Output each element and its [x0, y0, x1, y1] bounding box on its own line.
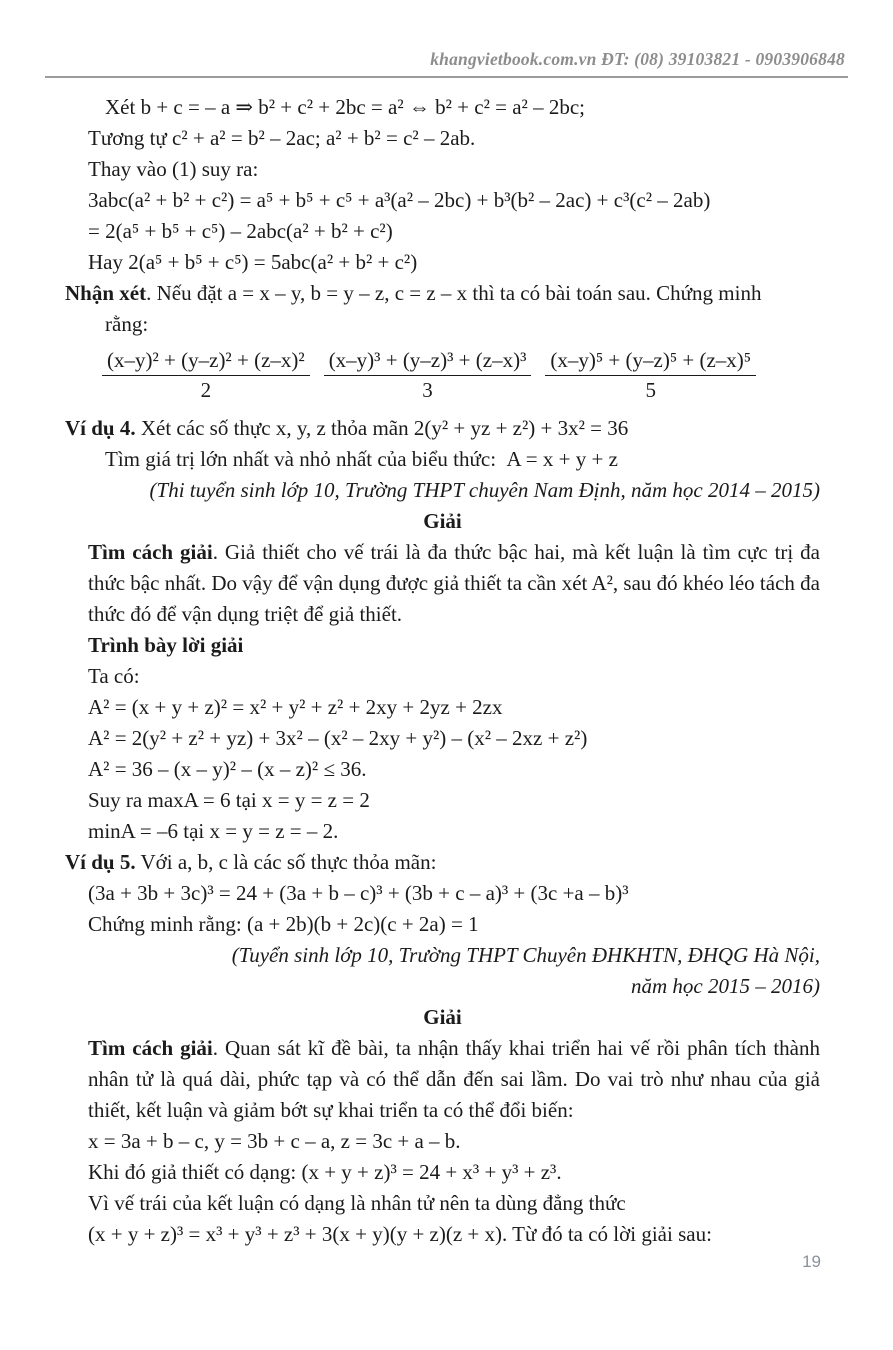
page-content	[65, 92, 821, 1250]
example4-label: Ví dụ 4.	[65, 415, 136, 440]
remark-label: Nhận xét	[65, 281, 147, 305]
fraction	[102, 347, 310, 404]
math-line: Thay vào (1) suy ra:	[88, 157, 259, 181]
example5-label: Ví dụ 5.	[65, 849, 136, 874]
example4-source: (Thi tuyển sinh lớp 10, Trường THPT chuyên Nam Định, năm học 2014 – 2015)	[149, 477, 820, 502]
math-line: Ta có:	[88, 663, 140, 688]
math-line: 3abc(a² + b² + c²) = a⁵ + b⁵ + c⁵ + a³(a² – 2bc) + b³(b² – 2ac) + c³(c² – 2ab)	[88, 188, 711, 212]
remark-text: . Nếu đặt a = x – y, b = y – z, c = z – x thì ta có bài toán sau. Chứng minh	[146, 281, 762, 305]
example5-statement: Với a, b, c là các số thực thỏa mãn:	[135, 849, 437, 874]
example4-method-paragraph	[88, 537, 820, 630]
present-solution-label: Trình bày lời giải	[88, 632, 244, 657]
math-line: Suy ra maxA = 6 tại x = y = z = 2	[88, 787, 370, 812]
page-number: 19	[802, 1252, 821, 1271]
math-line: A² = 2(y² + z² + yz) + 3x² – (x² – 2xy + y²) – (x² – 2xz + z²)	[88, 725, 588, 750]
math-line: minA = –6 tại x = y = z = – 2.	[88, 818, 339, 843]
math-line: Vì vế trái của kết luận có dạng là nhân tử nên ta dùng đẳng thức	[88, 1190, 626, 1215]
fraction-numerator: (x–y)² + (y–z)² + (z–x)²	[102, 347, 310, 376]
method-label: Tìm cách giải	[88, 539, 213, 564]
math-line: Xét b + c = – a ⇒ b² + c² + 2bc = a² ⇔ b² + c² = a² – 2bc;	[105, 95, 585, 119]
example5-method-paragraph	[88, 1033, 820, 1126]
fraction-denominator: 5	[645, 378, 656, 403]
solution-heading: Giải	[423, 508, 462, 533]
remark-line	[65, 278, 820, 309]
math-line: Khi đó giả thiết có dạng: (x + y + z)³ = 24 + x³ + y³ + z³.	[88, 1159, 562, 1184]
math-line: = 2(a⁵ + b⁵ + c⁵) – 2abc(a² + b² + c²)	[88, 219, 393, 243]
fraction-denominator: 2	[200, 378, 212, 403]
math-line: (x + y + z)³ = x³ + y³ + z³ + 3(x + y)(y + z)(z + x). Từ đó ta có lời giải sau:	[88, 1221, 712, 1246]
header-rule	[45, 76, 848, 78]
example5-statement-line	[65, 847, 820, 878]
fraction-numerator: (x–y)³ + (y–z)³ + (z–x)³	[324, 347, 532, 376]
example4-statement: Xét các số thực x, y, z thỏa mãn 2(y² + yz + z²) + 3x² = 36	[135, 415, 629, 440]
math-line: Hay 2(a⁵ + b⁵ + c⁵) = 5abc(a² + b² + c²)	[88, 250, 418, 274]
math-line: (3a + 3b + 3c)³ = 24 + (3a + b – c)³ + (3b + c – a)³ + (3c +a – b)³	[88, 880, 629, 905]
fraction	[324, 347, 532, 404]
math-line: x = 3a + b – c, y = 3b + c – a, z = 3c + a – b.	[88, 1128, 461, 1153]
header-contact: khangvietbook.com.vn ĐT: (08) 39103821 - 0903906848	[430, 49, 845, 69]
math-line: Tương tự c² + a² = b² – 2ac; a² + b² = c² – 2ab.	[88, 126, 476, 150]
example5-source-line2: năm học 2015 – 2016)	[631, 973, 820, 998]
method-label: Tìm cách giải	[88, 1035, 213, 1060]
method-text: . Giả thiết cho vế trái là đa thức bậc hai, mà kết luận là tìm cực trị đa thức bậc nhất. Do vậy để vận dụng được giả thiết ta cần xét A², sau đó khéo léo tách đa thức đó để vận dụng triệt để giả thiết.	[88, 539, 821, 626]
solution-heading: Giải	[423, 1004, 462, 1029]
example4-question: Tìm giá trị lớn nhất và nhỏ nhất của biểu thức: A = x + y + z	[105, 446, 618, 471]
fraction-numerator: (x–y)⁵ + (y–z)⁵ + (z–x)⁵	[545, 347, 756, 376]
example4-statement-line	[65, 413, 820, 444]
fraction-row	[88, 340, 820, 413]
fraction-denominator: 3	[422, 378, 433, 403]
math-line: A² = 36 – (x – y)² – (x – z)² ≤ 36.	[88, 756, 367, 781]
remark-continuation: rằng:	[105, 312, 149, 336]
method-text: . Quan sát kĩ đề bài, ta nhận thấy khai triển hai vế rồi phân tích thành nhân tử là quá dài, phức tạp và có thể dẫn đến sai lầm. Do vai trò như nhau của giả thiết, kết luận và giảm bớt sự khai triển ta có thể đổi biến:	[88, 1035, 821, 1122]
math-line: A² = (x + y + z)² = x² + y² + z² + 2xy + 2yz + 2zx	[88, 694, 503, 719]
math-line: Chứng minh rằng: (a + 2b)(b + 2c)(c + 2a) = 1	[88, 911, 479, 936]
example5-source-line1: (Tuyển sinh lớp 10, Trường THPT Chuyên ĐHKHTN, ĐHQG Hà Nội,	[231, 942, 820, 967]
fraction	[545, 347, 756, 404]
